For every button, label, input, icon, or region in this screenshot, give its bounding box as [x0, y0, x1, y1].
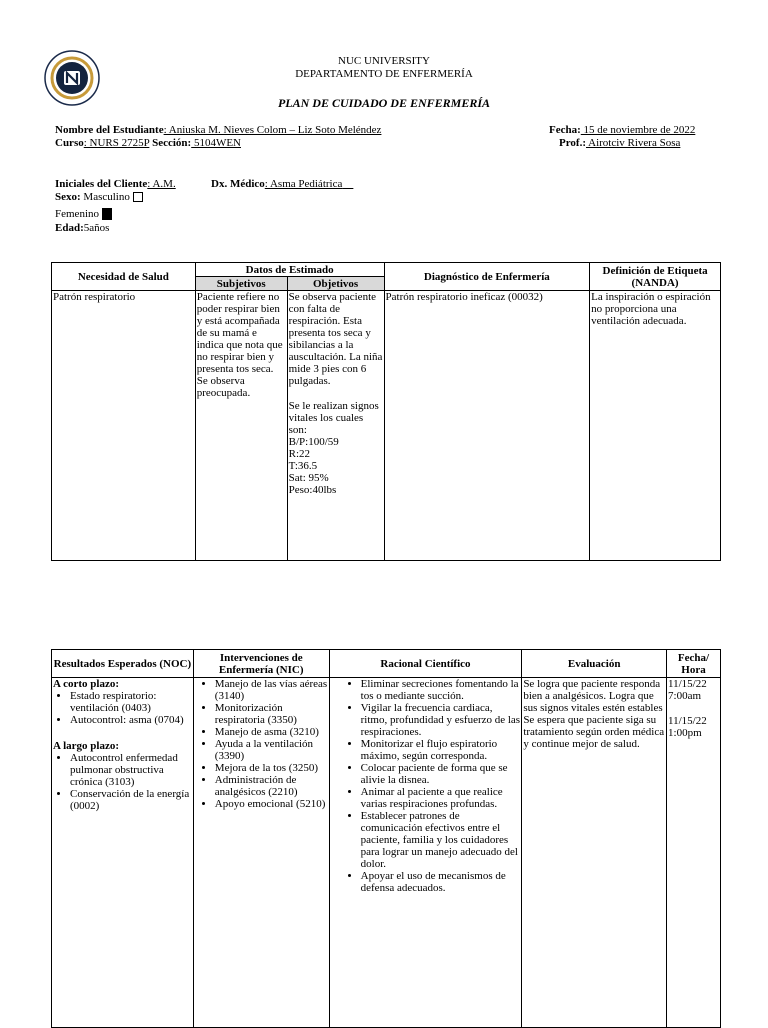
nic-item: • Administración de analgésicos (2210) [215, 774, 328, 798]
noc-item: • Conservación de la energía (0002) [70, 788, 192, 812]
vital-item: T:36.5 [288, 460, 318, 472]
vital-item: Peso:40lbs [288, 484, 337, 496]
noc-item: • Estado respiratorio: ventilación (0403) [70, 690, 192, 714]
noc-item: • Autocontrol: asma (0704) [70, 714, 192, 726]
date-value: 15 de noviembre de 2022 [580, 124, 696, 136]
male-checkbox[interactable] [133, 192, 143, 202]
diagnosis-cell: Patrón respiratorio ineficaz (00032) [384, 291, 590, 561]
nic-item: • Monitorización respiratoria (3350) [215, 702, 328, 726]
prof-value: Airotciv Rivera Sosa [585, 137, 681, 149]
header-subjective: Subjetivos [195, 277, 287, 291]
nic-item: • Mejora de la tos (3250) [215, 762, 328, 774]
objective-text: Se observa paciente con falta de respiración. Esta presenta tos seca y sibilancias a la auscultación. La niña mide 3 pies con 6 pulgadas. [288, 291, 383, 387]
section-label: Sección: [152, 137, 192, 149]
client-initials-row [55, 178, 176, 190]
nic-item: • Manejo de asma (3210) [215, 726, 328, 738]
need-cell: Patrón respiratorio [52, 291, 196, 561]
rational-item: • Colocar paciente de forma que se alivie la disnea. [361, 762, 521, 786]
header-dx: Diagnóstico de Enfermería [384, 263, 590, 291]
age-label: Edad: [55, 222, 84, 234]
dx-value: : Asma Pediátrica [264, 178, 343, 190]
university-name: NUC UNIVERSITY [338, 55, 430, 67]
header-date-time: Fecha/ Hora [667, 650, 721, 678]
dx-row [211, 178, 353, 190]
course-label: Curso [55, 137, 84, 149]
objective-vitals-intro: Se le realizan signos vitales los cuales son: [288, 400, 379, 436]
evaluation-cell: Se logra que paciente responda bien a analgésicos. Logra que sus signos vitales estén estables Se espera que paciente siga su tratamiento según orden médica y continue mejor de salud. [522, 678, 667, 1028]
header-data: Datos de Estimado [195, 263, 384, 277]
date-label: Fecha: [549, 124, 581, 136]
date-entry: 11/15/22 [668, 715, 707, 727]
header-rational: Racional Científico [329, 650, 522, 678]
rational-item: • Establecer patrones de comunicación efectivos entre el paciente, familia y los cuidadores para lograr un manejo adecuado del dolor. [361, 810, 521, 870]
time-entry: 1:00pm [668, 727, 702, 739]
student-name-label: Nombre del Estudiante [55, 124, 164, 136]
rational-item: • Animar al paciente a que realice varias respiraciones profundas. [361, 786, 521, 810]
age-row [55, 222, 109, 234]
age-value: 5años [83, 222, 110, 234]
date-entry: 11/15/22 [668, 678, 707, 690]
header-need: Necesidad de Salud [52, 263, 196, 291]
female-label: Femenino [55, 208, 99, 220]
noc-item: • Autocontrol enfermedad pulmonar obstructiva crónica (3103) [70, 752, 192, 788]
course-value: : NURS 2725P [83, 137, 150, 149]
noc-cell [52, 678, 194, 1028]
header-objective: Objetivos [287, 277, 384, 291]
header-definition: Definición de Etiqueta (NANDA) [590, 263, 721, 291]
vital-item: B/P:100/59 [288, 436, 339, 448]
objective-cell [287, 291, 384, 561]
short-term-label: A corto plazo: [53, 678, 119, 690]
header-evaluation: Evaluación [522, 650, 667, 678]
rational-item: • Vigilar la frecuencia cardiaca, ritmo, profundidad y esfuerzo de las respiraciones. [361, 702, 521, 738]
rational-item: • Apoyar el uso de mecanismos de defensa adecuados. [361, 870, 521, 894]
sex-row [55, 191, 143, 203]
header-noc: Resultados Esperados (NOC) [52, 650, 194, 678]
sex-label: Sexo: [55, 191, 81, 203]
subjective-cell: Paciente refiere no poder respirar bien y está acompañada de su mamá e indica que nota que no respirar bien y presenta tos seca. Se observa preocupada. [195, 291, 287, 561]
prof-row [559, 137, 680, 149]
dx-label: Dx. Médico [211, 178, 265, 190]
nic-cell [193, 678, 329, 1028]
definition-cell: La inspiración o espiración no proporciona una ventilación adecuada. [590, 291, 721, 561]
care-plan-table [51, 649, 721, 1028]
time-entry: 7:00am [668, 690, 702, 702]
female-checkbox-filled[interactable] [102, 208, 112, 220]
student-name-value: : Aniuska M. Nieves Colom – Liz Soto Meléndez [163, 124, 382, 136]
male-label: Masculino [83, 191, 130, 203]
date-row [549, 124, 695, 136]
section-value: 5104WEN [191, 137, 241, 149]
initials-label: Iniciales del Cliente [55, 178, 148, 190]
assessment-table [51, 262, 721, 561]
vital-item: Sat: 95% [288, 472, 329, 484]
prof-label: Prof.: [559, 137, 586, 149]
vital-item: R:22 [288, 448, 311, 460]
rational-cell [329, 678, 522, 1028]
header-nic: Intervenciones de Enfermería (NIC) [193, 650, 329, 678]
course-row [55, 137, 241, 149]
student-name-row [55, 124, 381, 136]
long-term-label: A largo plazo: [53, 740, 119, 752]
initials-value: : A.M. [147, 178, 176, 190]
nic-item: • Manejo de las vías aéreas (3140) [215, 678, 328, 702]
nic-item: • Ayuda a la ventilación (3390) [215, 738, 328, 762]
nic-item: • Apoyo emocional (5210) [215, 798, 328, 810]
department-name: DEPARTAMENTO DE ENFERMERÍA [295, 68, 473, 80]
rational-item: • Eliminar secreciones fomentando la tos o mediante succión. [361, 678, 521, 702]
female-row [55, 208, 112, 220]
rational-item: • Monitorizar el flujo espiratorio máximo, según corresponda. [361, 738, 521, 762]
date-time-cell [667, 678, 721, 1028]
plan-title: PLAN DE CUIDADO DE ENFERMERÍA [277, 96, 491, 110]
